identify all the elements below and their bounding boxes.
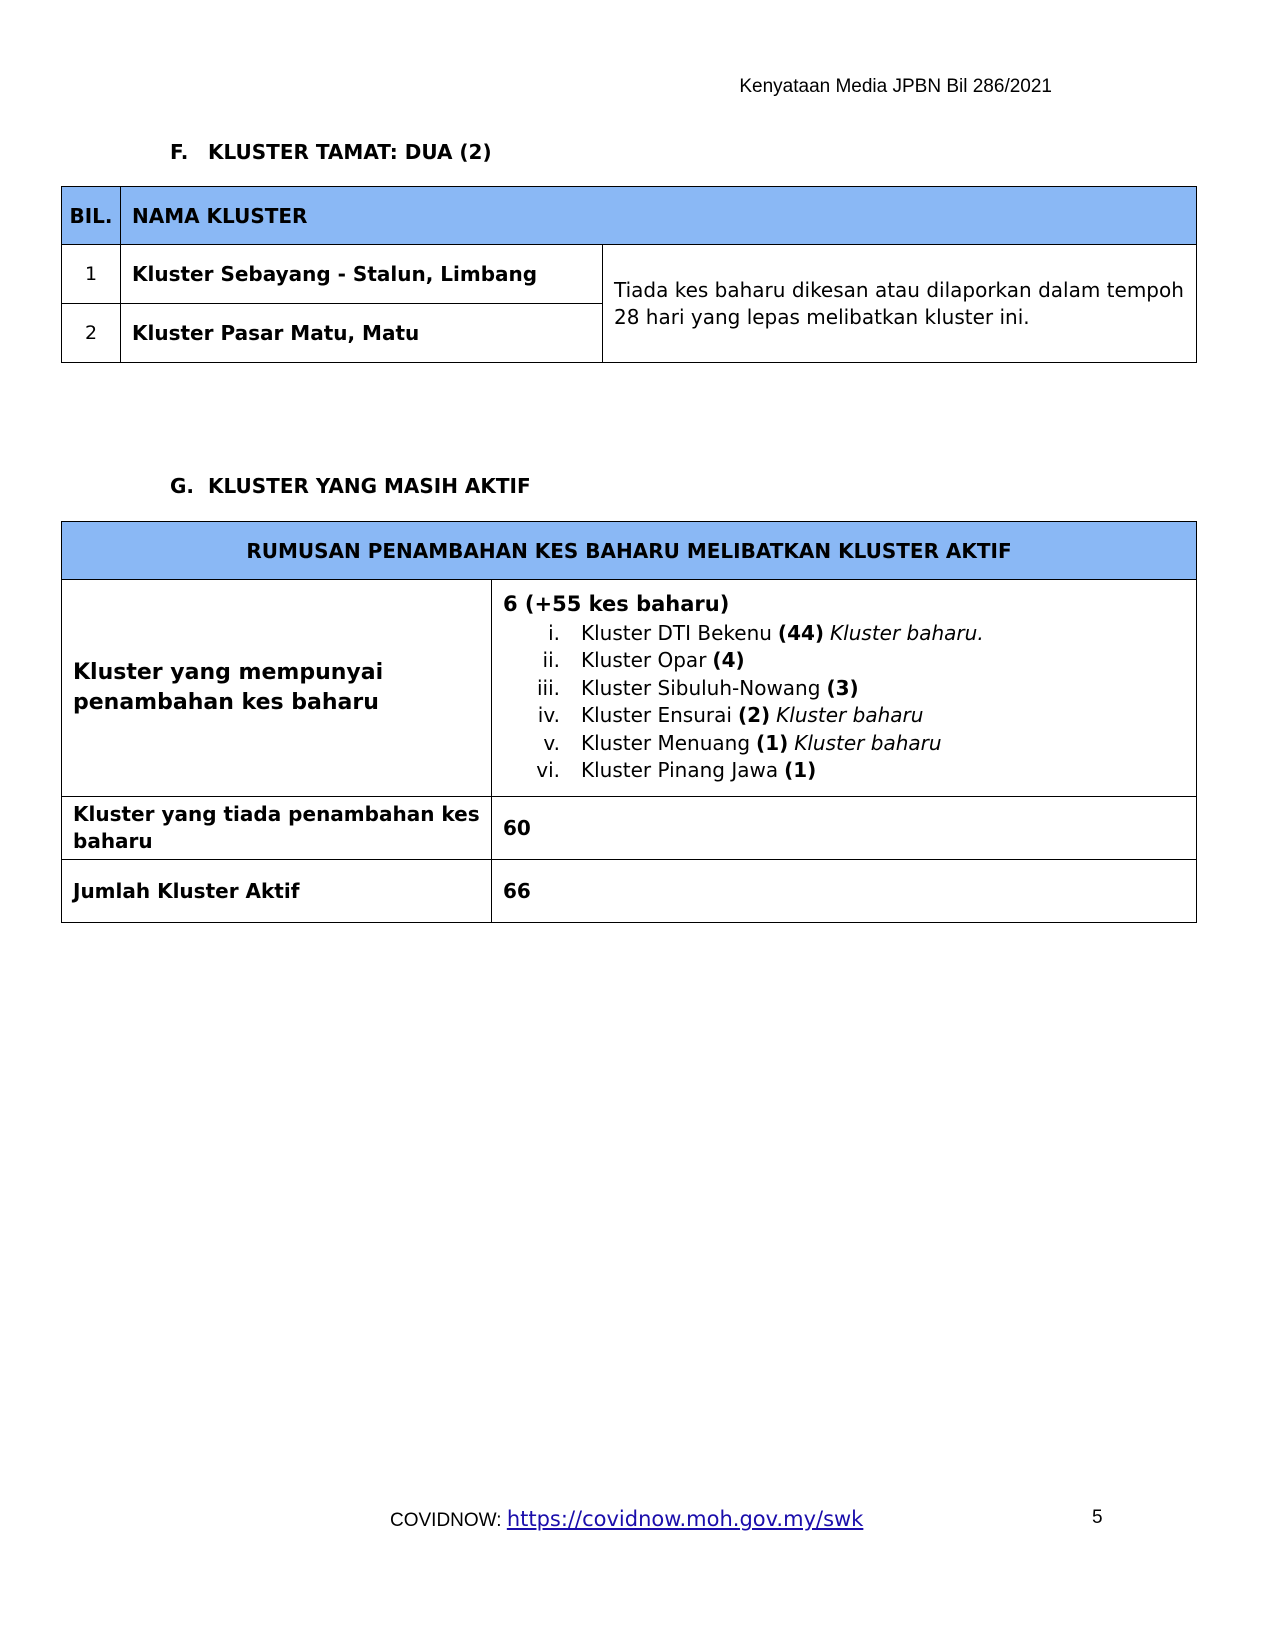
ended-cluster-note: Tiada kes baharu dikesan atau dilaporkan dalam tempoh 28 hari yang lepas melibatkan kluster ini. — [603, 245, 1197, 363]
list-item — [503, 702, 1185, 730]
clusters-with-new-cases-value — [492, 580, 1197, 797]
list-numeral: iv. — [537, 703, 560, 728]
section-g-heading: KLUSTER YANG MASIH AKTIF — [208, 474, 531, 498]
list-numeral: vi. — [536, 758, 560, 783]
footer — [390, 1507, 863, 1532]
section-g-title — [170, 474, 531, 498]
total-active-clusters-label: Jumlah Kluster Aktif — [62, 860, 492, 923]
table-header-row — [62, 522, 1197, 580]
cluster-name: Kluster Sebayang - Stalun, Limbang — [121, 245, 603, 304]
cluster-name: Kluster Pasar Matu, Matu — [121, 304, 603, 363]
table-row — [62, 580, 1197, 797]
footer-label: COVIDNOW: — [390, 1510, 507, 1531]
list-numeral: iii. — [536, 675, 560, 700]
section-f-heading: KLUSTER TAMAT: DUA (2) — [208, 140, 492, 164]
cluster-name: Kluster Sibuluh-Nowang — [581, 675, 821, 700]
page-number: 5 — [1092, 1507, 1103, 1528]
total-active-clusters-value: 66 — [492, 860, 1197, 923]
active-clusters-table — [61, 521, 1197, 923]
summary-header: RUMUSAN PENAMBAHAN KES BAHARU MELIBATKAN KLUSTER AKTIF — [62, 522, 1197, 580]
table-row — [62, 860, 1197, 923]
cluster-case-count: (1) — [784, 758, 817, 783]
cluster-list — [503, 619, 1185, 784]
new-cluster-tag: Kluster baharu — [776, 703, 924, 728]
section-f-title — [170, 140, 492, 164]
cluster-case-count: (4) — [712, 648, 745, 673]
cluster-case-count: (44) — [777, 620, 825, 645]
list-numeral: v. — [543, 730, 560, 755]
list-item — [503, 619, 1185, 647]
row-number: 1 — [62, 245, 121, 304]
document-reference: Kenyataan Media JPBN Bil 286/2021 — [739, 76, 1052, 97]
new-cluster-tag: Kluster baharu. — [830, 620, 984, 645]
cluster-case-count: (3) — [826, 675, 859, 700]
list-numeral: ii. — [542, 648, 560, 673]
section-f-letter: F. — [170, 140, 189, 164]
cluster-name: Kluster Ensurai — [581, 703, 732, 728]
ended-clusters-table — [61, 186, 1197, 363]
list-item — [503, 729, 1185, 757]
cluster-name: Kluster Pinang Jawa — [581, 758, 779, 783]
clusters-with-new-cases-label: Kluster yang mempunyai penambahan kes baharu — [62, 580, 492, 797]
clusters-without-new-cases-label: Kluster yang tiada penambahan kes baharu — [62, 797, 492, 860]
new-cases-summary: 6 (+55 kes baharu) — [503, 592, 730, 616]
new-cluster-tag: Kluster baharu — [794, 730, 942, 755]
table-row — [62, 797, 1197, 860]
covidnow-link[interactable]: https://covidnow.moh.gov.my/swk — [506, 1507, 864, 1531]
section-g-letter: G. — [170, 474, 195, 498]
list-numeral: i. — [548, 620, 560, 645]
table-header-row — [62, 187, 1197, 245]
cluster-case-count: (2) — [737, 703, 771, 728]
row-number: 2 — [62, 304, 121, 363]
list-item — [503, 647, 1185, 675]
list-item — [503, 757, 1185, 785]
clusters-without-new-cases-value: 60 — [492, 797, 1197, 860]
table-row — [62, 245, 1197, 304]
cluster-case-count: (1) — [756, 730, 789, 755]
column-header-bil: BIL. — [62, 187, 121, 245]
cluster-name: Kluster Opar — [581, 648, 707, 673]
column-header-cluster-name: NAMA KLUSTER — [121, 187, 1197, 245]
list-item — [503, 674, 1185, 702]
cluster-name: Kluster Menuang — [581, 730, 751, 755]
cluster-name: Kluster DTI Bekenu — [581, 620, 772, 645]
